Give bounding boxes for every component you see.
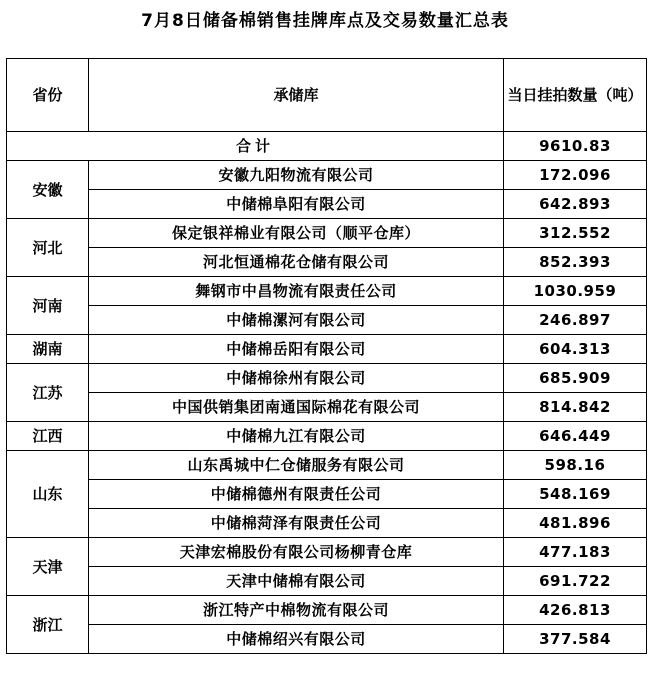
province-cell: 江西 [7, 422, 89, 451]
warehouse-cell: 中储棉徐州有限公司 [89, 364, 504, 393]
province-cell: 天津 [7, 538, 89, 596]
table-row [7, 567, 647, 596]
warehouse-cell: 保定银祥棉业有限公司（顺平仓库） [89, 219, 504, 248]
province-cell: 山东 [7, 451, 89, 538]
quantity-cell: 1030.959 [504, 277, 647, 306]
header-warehouse: 承储库 [89, 59, 504, 132]
table-row [7, 161, 647, 190]
table-row [7, 625, 647, 654]
quantity-cell: 426.813 [504, 596, 647, 625]
header-province: 省份 [7, 59, 89, 132]
quantity-cell: 604.313 [504, 335, 647, 364]
table-row [7, 277, 647, 306]
province-cell: 河北 [7, 219, 89, 277]
province-cell: 浙江 [7, 596, 89, 654]
warehouse-cell: 中储棉阜阳有限公司 [89, 190, 504, 219]
quantity-cell: 246.897 [504, 306, 647, 335]
warehouse-cell: 浙江特产中棉物流有限公司 [89, 596, 504, 625]
total-label: 合计 [7, 132, 504, 161]
table-row [7, 451, 647, 480]
table-row [7, 306, 647, 335]
table-row [7, 480, 647, 509]
quantity-cell: 852.393 [504, 248, 647, 277]
province-cell: 安徽 [7, 161, 89, 219]
quantity-cell: 814.842 [504, 393, 647, 422]
province-cell: 河南 [7, 277, 89, 335]
table-row [7, 538, 647, 567]
quantity-cell: 377.584 [504, 625, 647, 654]
quantity-cell: 172.096 [504, 161, 647, 190]
warehouse-cell: 中储棉菏泽有限责任公司 [89, 509, 504, 538]
table-row [7, 509, 647, 538]
warehouse-cell: 天津宏棉股份有限公司杨柳青仓库 [89, 538, 504, 567]
quantity-cell: 312.552 [504, 219, 647, 248]
province-cell: 湖南 [7, 335, 89, 364]
table-row [7, 190, 647, 219]
warehouse-cell: 天津中储棉有限公司 [89, 567, 504, 596]
quantity-cell: 477.183 [504, 538, 647, 567]
warehouse-cell: 山东禹城中仁仓储服务有限公司 [89, 451, 504, 480]
warehouse-cell: 中储棉德州有限责任公司 [89, 480, 504, 509]
total-row [7, 132, 647, 161]
table-row [7, 422, 647, 451]
table-row [7, 364, 647, 393]
table-row [7, 219, 647, 248]
warehouse-cell: 安徽九阳物流有限公司 [89, 161, 504, 190]
table-row [7, 596, 647, 625]
quantity-cell: 642.893 [504, 190, 647, 219]
quantity-cell: 691.722 [504, 567, 647, 596]
quantity-cell: 548.169 [504, 480, 647, 509]
warehouse-cell: 中储棉岳阳有限公司 [89, 335, 504, 364]
table-row [7, 393, 647, 422]
warehouse-cell: 中储棉漯河有限公司 [89, 306, 504, 335]
header-quantity: 当日挂拍数量（吨） [504, 59, 647, 132]
table-title: 7月8日储备棉销售挂牌库点及交易数量汇总表 [141, 11, 509, 31]
warehouse-cell: 河北恒通棉花仓储有限公司 [89, 248, 504, 277]
cotton-sales-table [6, 58, 647, 654]
quantity-cell: 598.16 [504, 451, 647, 480]
table-row [7, 248, 647, 277]
warehouse-cell: 中储棉九江有限公司 [89, 422, 504, 451]
quantity-cell: 481.896 [504, 509, 647, 538]
warehouse-cell: 中储棉绍兴有限公司 [89, 625, 504, 654]
quantity-cell: 685.909 [504, 364, 647, 393]
total-value: 9610.83 [504, 132, 647, 161]
quantity-cell: 646.449 [504, 422, 647, 451]
header-row [7, 59, 647, 132]
warehouse-cell: 舞钢市中昌物流有限责任公司 [89, 277, 504, 306]
table-row [7, 335, 647, 364]
province-cell: 江苏 [7, 364, 89, 422]
warehouse-cell: 中国供销集团南通国际棉花有限公司 [89, 393, 504, 422]
